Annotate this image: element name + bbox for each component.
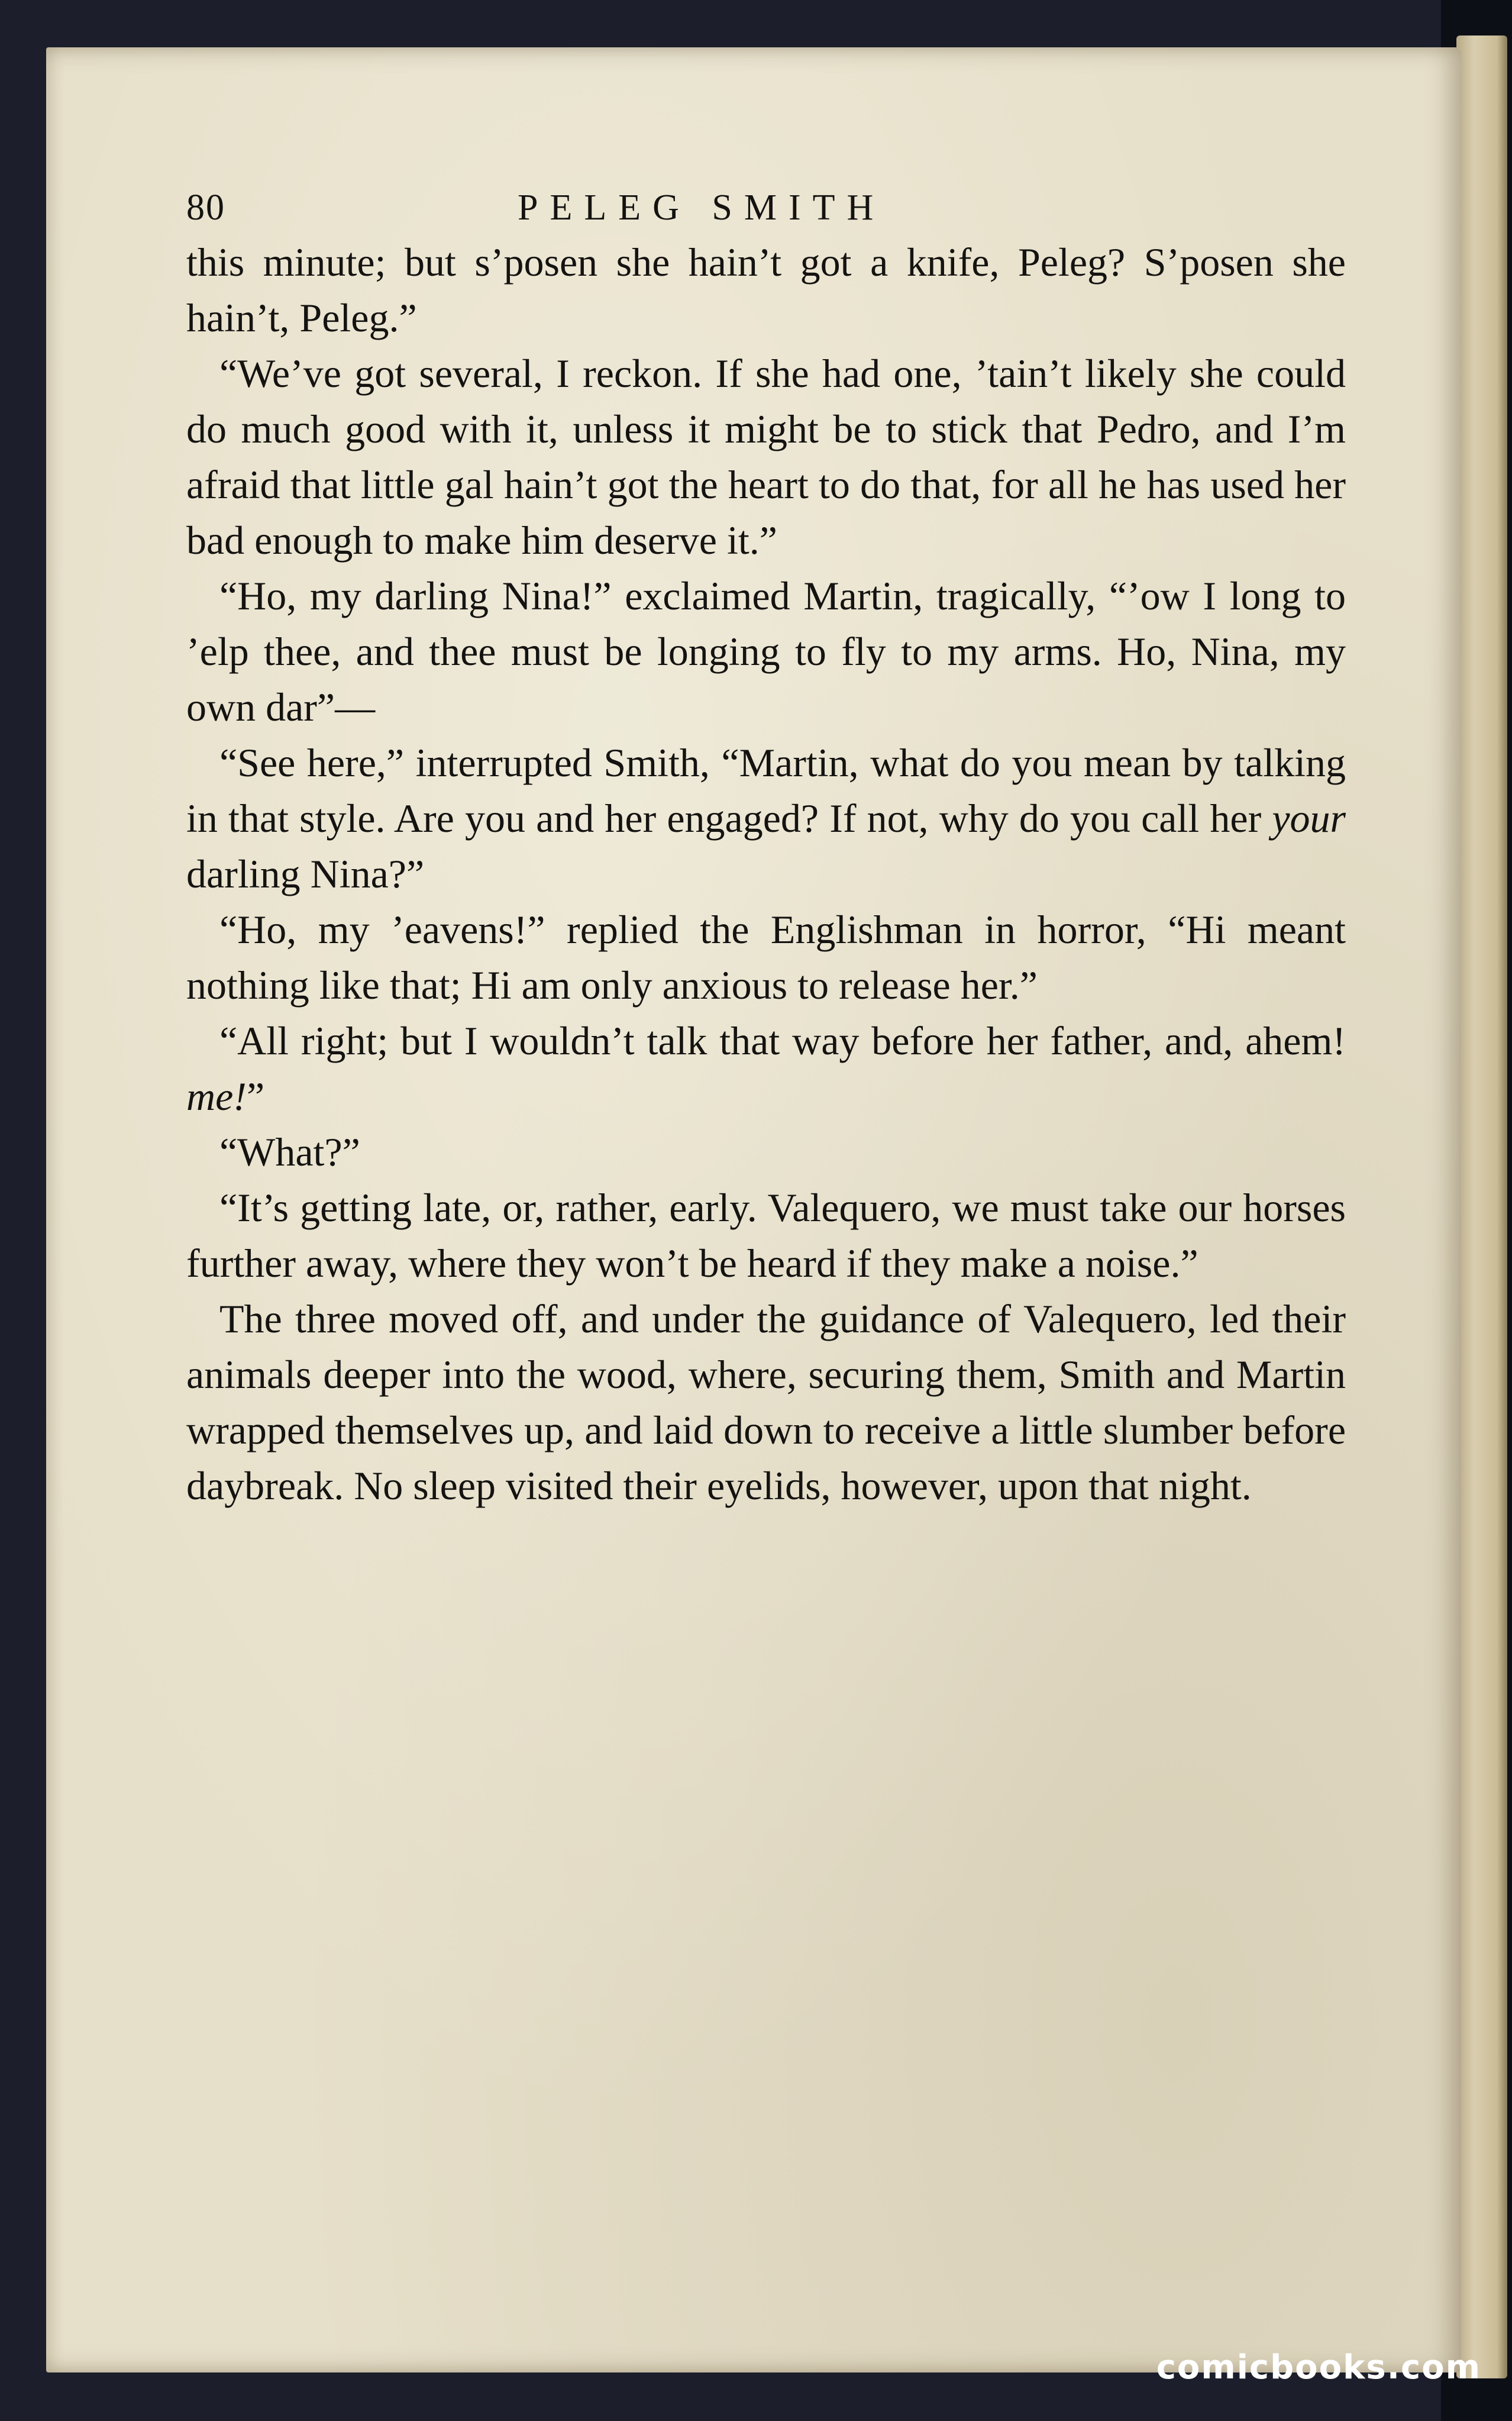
paragraph-4 [186, 735, 1346, 902]
paragraph-6-text: “All right; but I wouldn’t talk that way before her father, and, ahem! [219, 1018, 1346, 1063]
paragraph-5: “Ho, my ’eavens!” replied the Englishman in horror, “Hi meant nothing like that; Hi am only anxious to release her.” [186, 907, 1346, 1008]
site-watermark: comicbooks.com [1156, 2348, 1481, 2387]
page-number: 80 [186, 188, 225, 228]
paragraph-4-text: “See here,” interrupted Smith, “Martin, what do you mean by talking in that style. Are you and her engaged? If not, why do you call her [186, 740, 1346, 841]
emphasis-your: your [1272, 796, 1346, 841]
running-title: PELEG SMITH [518, 188, 886, 228]
paragraph-6-tail: ” [246, 1074, 265, 1119]
paragraph-1: this minute; but s’posen she hain’t got a knife, Peleg? S’posen she hain’t, Peleg.” [186, 240, 1346, 340]
paragraph-6 [186, 1013, 1346, 1124]
paragraph-4-tail: darling Nina?” [186, 851, 425, 896]
paragraph-2: “We’ve got several, I reckon. If she had one, ’tain’t likely she could do much good with it, unless it might be to stick that Pedro, and I’m afraid that little gal hain’t got the heart to do that, for all he has used her bad enough to make him deserve it.” [186, 351, 1346, 563]
paragraph-7: “What?” [219, 1129, 360, 1174]
emphasis-me: me! [186, 1074, 247, 1119]
page-text-block [186, 187, 1346, 1513]
paragraph-8: “It’s getting late, or, rather, early. Valequero, we must take our horses further away, where they won’t be heard if they make a noise.” [186, 1185, 1346, 1286]
paragraph-9: The three moved off, and under the guidance of Valequero, led their animals deeper into the wood, where, securing them, Smith and Martin wrapped themselves up, and laid down to receive a little slumber before daybreak. No sleep visited their eyelids, however, upon that night. [186, 1296, 1346, 1508]
paragraph-3: “Ho, my darling Nina!” exclaimed Martin, tragically, “’ow I long to ’elp thee, and thee must be longing to fly to my arms. Ho, Nina, my own dar”— [186, 573, 1346, 729]
next-page-edge [1456, 35, 1507, 2378]
running-head [186, 187, 1346, 234]
